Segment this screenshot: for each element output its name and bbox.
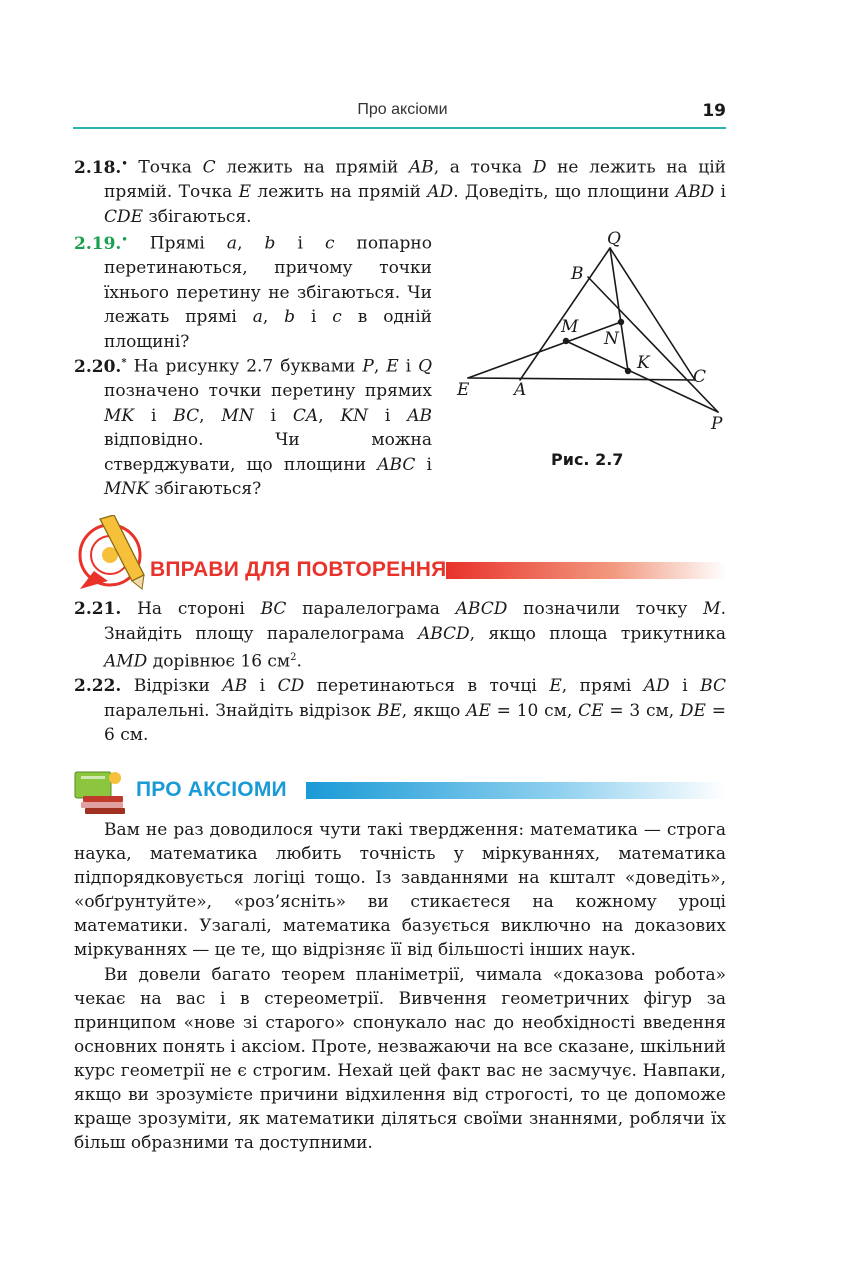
line-ec: [468, 378, 695, 380]
label-e: E: [457, 380, 470, 400]
line-en: [468, 322, 621, 378]
label-p: P: [711, 414, 723, 434]
figure-2-7: [440, 220, 740, 445]
point-m: [563, 338, 569, 344]
figure-caption: Рис. 2.7: [551, 450, 624, 469]
header-rule: [73, 127, 726, 129]
line-ab: [520, 248, 610, 380]
page-number: 19: [702, 101, 726, 121]
problem-number: 2.21.: [74, 599, 122, 619]
line-qk: [610, 248, 628, 371]
problem-2-18: 2.18.• Точка C лежить на прямій AB, а точка D не лежить на цій прямій. Точка E лежить на прямій AD. Доведіть, що площини ABD і CDE збігаються.: [74, 157, 726, 227]
running-header-title: Про аксіоми: [357, 101, 448, 118]
problem-number: 2.22.: [74, 676, 122, 696]
problem-2-21: 2.21. На стороні BC паралелограма ABCD позначили точку M. Знайдіть площу паралелограма ABCD, якщо площа трикутника AMD дорівнює 16 $см^2$.: [74, 599, 726, 672]
label-c: C: [693, 367, 707, 387]
problem-2-19: 2.19.• Прямі a, b і c попарно перетинаються, причому точки їхнього перетину не збігаються. Чи лежать прямі a, b і c в одній площині?: [74, 233, 433, 352]
problem-number: 2.19.•: [74, 233, 128, 254]
section-bar-axioms: [306, 782, 726, 799]
section-title-axioms: ПРО АКСІОМИ: [136, 778, 287, 801]
problem-number: 2.18.•: [74, 157, 128, 178]
problem-number: 2.20.*: [74, 356, 127, 377]
section-title-exercises: ВПРАВИ ДЛЯ ПОВТОРЕННЯ: [150, 558, 447, 581]
paragraph: Вам не раз доводилося чути такі твердження: математика — строга наука, математика любить точність у міркуваннях, математика підпорядковується логіці тощо. Із завданнями на кшталт «доведіть», «обґрунтуйте», «роз’ясніть» ви стикаєтеся на кожному уроці математики. Узагалі, математика базується виключно на доказових міркуваннях — це те, що відрізняє її від більшості інших наук.: [74, 820, 726, 960]
paragraph: Ви довели багато теорем планіметрії, чимала «доказова робота» чекає на вас і в стереометрії. Вивчення геометричних фігур за принципом «нове зі старого» спонукало нас до необхідності введення основних понять і аксіом. Проте, незважаючи на все сказане, шкільний курс геометрії не є строгим. Нехай цей факт вас не засмучує. Навпаки, якщо ви зрозумієте причини відхилення від строгості, то це допоможе краще зрозуміти, як математики діляться своїми знаннями, роблячи їх більш образними та доступними.: [74, 965, 726, 1153]
label-k: K: [637, 353, 650, 373]
problem-2-22: 2.22. Відрізки AB і CD перетинаються в точці E, прямі AD і BC паралельні. Знайдіть відрізок BE, якщо AE = 10 см, CE = 3 см, DE = 6 см.: [74, 676, 727, 745]
body-text: [74, 819, 726, 1156]
problem-2-20: 2.20.* На рисунку 2.7 буквами P, E і Q позначено точки перетину прямих MK і BC, MN і CA, KN і AB відповідно. Чи можна стверджувати, що площини ABC і MNK збігаються?: [74, 356, 433, 500]
point-n: [618, 319, 624, 325]
label-m: M: [561, 317, 579, 337]
point-k: [625, 368, 631, 374]
label-q: Q: [607, 229, 621, 249]
books-icon: [73, 770, 129, 816]
pencil-target-icon: [74, 515, 150, 591]
label-n: N: [604, 329, 619, 349]
label-b: B: [571, 264, 584, 284]
label-a: A: [514, 380, 527, 400]
section-bar-exercises: [446, 562, 726, 579]
